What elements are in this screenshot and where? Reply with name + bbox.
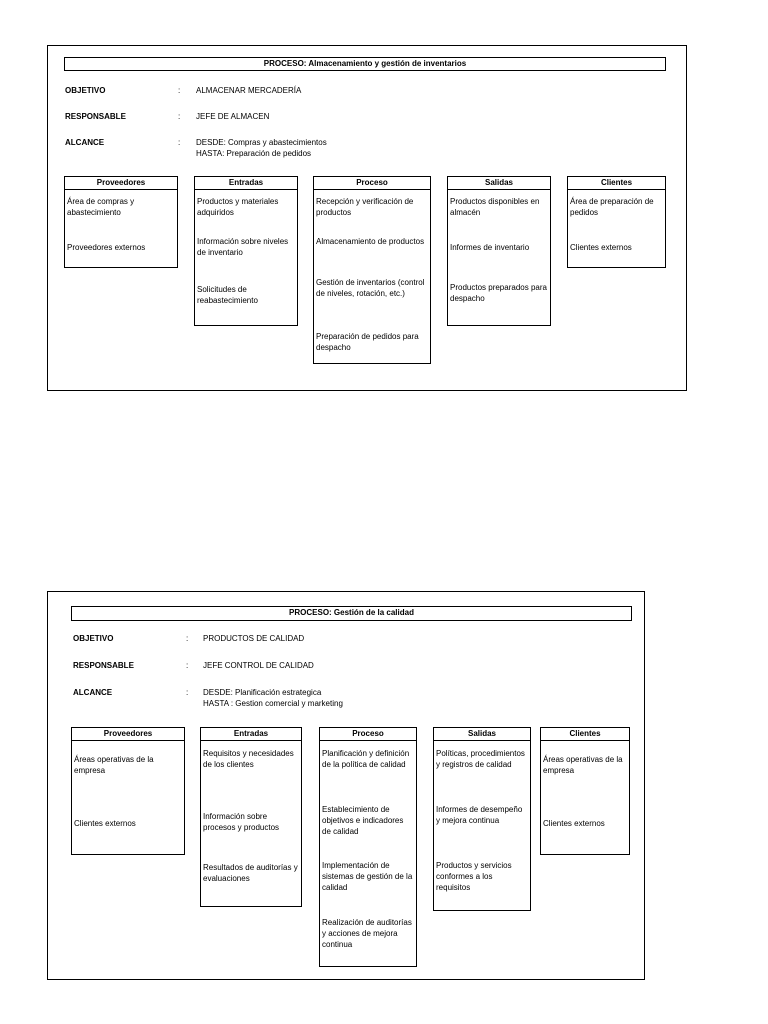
column-proveedores	[64, 176, 178, 268]
list-item: Área de preparación de pedidos	[570, 197, 654, 217]
list-item: Áreas operativas de la empresa	[543, 755, 623, 775]
alcance-label: ALCANCE	[65, 138, 105, 147]
list-item: Informes de desempeño y mejora continua	[436, 805, 523, 825]
list-item: Resultados de auditorías y evaluaciones	[203, 863, 298, 883]
list-item: Implementación de sistemas de gestión de la calidad	[322, 861, 413, 892]
process-sheet-inventory	[47, 45, 687, 391]
list-item: Información sobre procesos y productos	[203, 812, 280, 832]
list-item: Políticas, procedimientos y registros de calidad	[436, 749, 525, 769]
column-header: Proceso	[314, 177, 430, 190]
alcance-value: DESDE: Compras y abastecimientos HASTA: Preparación de pedidos	[196, 138, 327, 158]
column-clientes	[567, 176, 666, 268]
list-item: Productos y materiales adquiridos	[197, 197, 279, 217]
process-sheet-quality	[47, 591, 645, 980]
alcance-value: DESDE: Planificación estrategica HASTA : Gestion comercial y marketing	[203, 688, 343, 708]
responsable-colon: :	[186, 661, 189, 670]
list-item: Requisitos y necesidades de los clientes	[203, 749, 294, 769]
column-header: Proveedores	[65, 177, 177, 190]
list-item: Área de compras y abastecimiento	[67, 197, 135, 217]
list-item: Realización de auditorías y acciones de mejora continua	[322, 918, 412, 949]
objetivo-label: OBJETIVO	[65, 86, 106, 95]
list-item: Clientes externos	[543, 819, 605, 828]
column-header: Clientes	[541, 728, 629, 741]
list-item: Productos y servicios conformes a los requisitos	[436, 861, 512, 892]
list-item: Clientes externos	[74, 819, 136, 828]
process-title: PROCESO: Gestión de la calidad	[71, 606, 632, 621]
objetivo-value: ALMACENAR MERCADERÍA	[196, 86, 302, 95]
column-entradas	[194, 176, 298, 326]
list-item: Informes de inventario	[450, 243, 530, 252]
list-item: Productos preparados para despacho	[450, 283, 547, 303]
alcance-label: ALCANCE	[73, 688, 113, 697]
column-clientes	[540, 727, 630, 855]
list-item: Gestión de inventarios (control de niveles, rotación, etc.)	[316, 278, 425, 298]
list-item: Solicitudes de reabastecimiento	[197, 285, 258, 305]
column-proceso	[319, 727, 417, 967]
column-salidas	[433, 727, 531, 911]
column-proceso	[313, 176, 431, 364]
responsable-label: RESPONSABLE	[73, 661, 134, 670]
process-title: PROCESO: Almacenamiento y gestión de inventarios	[64, 57, 666, 71]
responsable-value: JEFE DE ALMACEN	[196, 112, 270, 121]
responsable-colon: :	[178, 112, 181, 121]
alcance-colon: :	[178, 138, 181, 147]
list-item: Productos disponibles en almacén	[450, 197, 540, 217]
list-item: Planificación y definición de la política de calidad	[322, 749, 410, 769]
objetivo-colon: :	[178, 86, 181, 95]
column-proveedores	[71, 727, 185, 855]
column-header: Proceso	[320, 728, 416, 741]
list-item: Almacenamiento de productos	[316, 237, 425, 246]
alcance-colon: :	[186, 688, 189, 697]
objetivo-colon: :	[186, 634, 189, 643]
list-item: Establecimiento de objetivos e indicadores de calidad	[322, 805, 404, 836]
responsable-value: JEFE CONTROL DE CALIDAD	[203, 661, 314, 670]
column-header: Clientes	[568, 177, 665, 190]
list-item: Proveedores externos	[67, 243, 146, 252]
column-header: Entradas	[201, 728, 301, 741]
objetivo-value: PRODUCTOS DE CALIDAD	[203, 634, 305, 643]
list-item: Clientes externos	[570, 243, 632, 252]
column-header: Entradas	[195, 177, 297, 190]
column-header: Proveedores	[72, 728, 184, 741]
responsable-label: RESPONSABLE	[65, 112, 126, 121]
column-salidas	[447, 176, 551, 326]
list-item: Información sobre niveles de inventario	[197, 237, 289, 257]
list-item: Preparación de pedidos para despacho	[316, 332, 419, 352]
objetivo-label: OBJETIVO	[73, 634, 114, 643]
column-header: Salidas	[434, 728, 530, 741]
column-entradas	[200, 727, 302, 907]
list-item: Áreas operativas de la empresa	[74, 755, 154, 775]
list-item: Recepción y verificación de productos	[316, 197, 414, 217]
column-header: Salidas	[448, 177, 550, 190]
